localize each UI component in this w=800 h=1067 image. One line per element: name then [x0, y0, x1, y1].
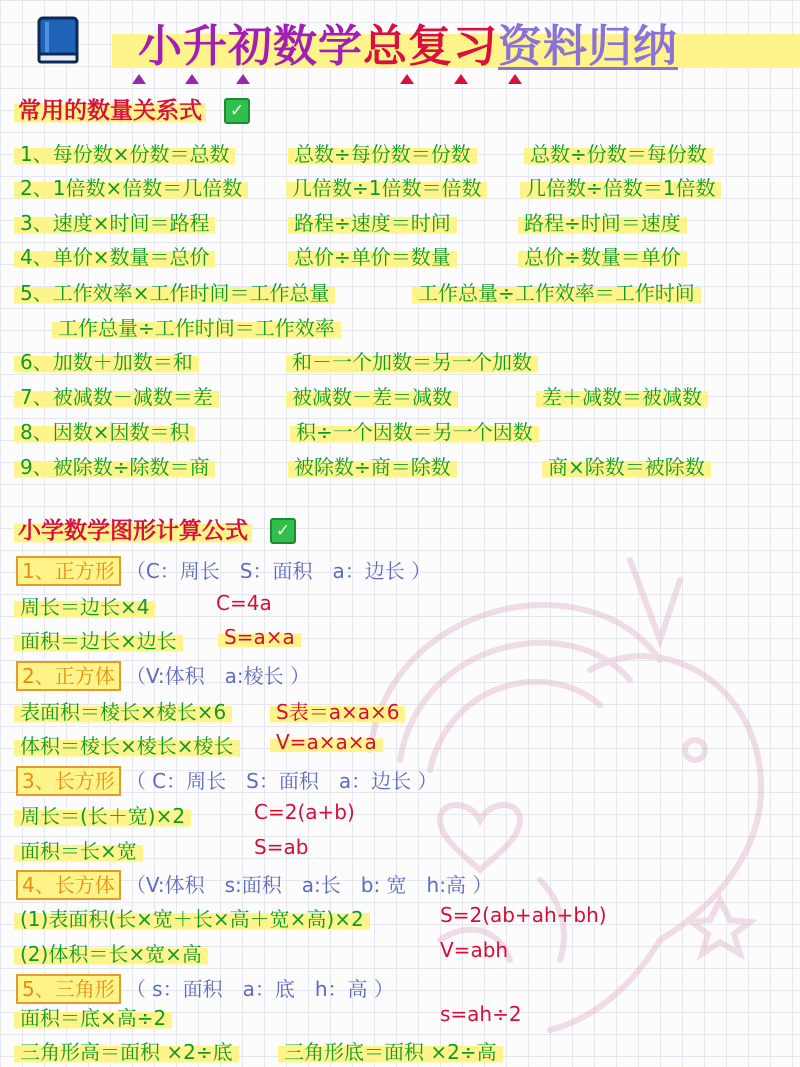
list-item: 7、被减数－减数＝差	[14, 381, 219, 410]
list-item: 积÷一个因数＝另一个因数	[290, 416, 539, 445]
header	[30, 8, 790, 78]
cube-header	[16, 660, 310, 691]
square-header	[16, 555, 431, 586]
list-item: 总价÷单价＝数量	[288, 241, 457, 270]
section-heading-relations	[14, 92, 250, 125]
book-icon	[36, 16, 80, 64]
list-item: 6、加数＋加数＝和	[14, 346, 199, 375]
formula-text: 体积＝棱长×棱长×棱长	[14, 730, 240, 759]
formula-symbolic: S表＝a×a×6	[270, 696, 405, 725]
formula-symbolic: S=ab	[254, 835, 309, 859]
rectangle-header	[16, 765, 437, 796]
list-item: 被减数－差＝减数	[286, 381, 458, 410]
list-item: 和－一个加数＝另一个加数	[286, 346, 538, 375]
shape-legend: （ s：面积 a：底 h：高 ）	[125, 977, 394, 1001]
formula-text: 周长＝(长＋宽)×2	[14, 800, 191, 829]
formula-symbolic: C=4a	[216, 591, 272, 615]
shape-label: 3、长方形	[16, 766, 121, 796]
formula-symbolic: S=2(ab+ah+bh)	[440, 903, 607, 927]
shape-label: 4、长方体	[16, 870, 121, 900]
shape-label: 2、正方体	[16, 661, 121, 691]
title-part-1: 小升初数学	[138, 21, 363, 72]
check-icon: ✓	[270, 518, 296, 544]
arrow-icon	[400, 74, 414, 84]
triangle-header	[16, 973, 394, 1004]
list-item: 商×除数＝被除数	[542, 451, 711, 480]
list-item: 9、被除数÷除数＝商	[14, 451, 215, 480]
cuboid-header	[16, 869, 492, 900]
list-item: 路程÷时间＝速度	[518, 207, 687, 236]
shape-label: 1、正方形	[16, 556, 121, 586]
shape-legend: （ C：周长 S：面积 a：边长 ）	[125, 769, 438, 793]
list-item: 3、速度×时间＝路程	[14, 207, 215, 236]
section-heading-text: 小学数学图形计算公式	[14, 512, 252, 545]
arrow-icon	[132, 74, 146, 84]
formula-text: 面积＝长×宽	[14, 835, 143, 864]
title-arrows	[30, 74, 790, 88]
list-item: 1、每份数×份数＝总数	[14, 138, 235, 167]
shape-label: 5、三角形	[16, 974, 121, 1004]
list-item: 几倍数÷倍数＝1倍数	[520, 172, 721, 201]
list-item: 总数÷份数＝每份数	[524, 138, 713, 167]
list-item: 8、因数×因数＝积	[14, 416, 195, 445]
list-item: 2、1倍数×倍数＝几倍数	[14, 172, 248, 201]
list-item: 工作总量÷工作时间＝工作效率	[52, 312, 341, 341]
formula-symbolic: C=2(a+b)	[254, 800, 355, 824]
formula-symbolic: S=a×a	[218, 625, 301, 649]
title-part-2: 总复习	[363, 21, 498, 72]
list-item: 路程÷速度＝时间	[288, 207, 457, 236]
formula-text: 三角形高＝面积 ×2÷底	[14, 1036, 239, 1065]
shape-legend: （C：周长 S：面积 a：边长 ）	[125, 559, 432, 583]
list-item: 工作总量÷工作效率＝工作时间	[412, 277, 701, 306]
list-item: 5、工作效率×工作时间＝工作总量	[14, 277, 335, 306]
list-item: 4、单价×数量＝总价	[14, 241, 215, 270]
formula-symbolic: s=ah÷2	[440, 1002, 522, 1026]
formula-text: 面积＝底×高÷2	[14, 1002, 172, 1031]
list-item: 总价÷数量＝单价	[518, 241, 687, 270]
list-item: 被除数÷商＝除数	[288, 451, 457, 480]
formula-symbolic: V=abh	[440, 938, 509, 962]
shape-legend: （V:体积 s:面积 a:长 b: 宽 h:高 ）	[125, 873, 493, 897]
check-icon: ✓	[224, 98, 250, 124]
page-title	[138, 10, 678, 74]
arrow-icon	[508, 74, 522, 84]
list-item: 几倍数÷1倍数＝倍数	[286, 172, 487, 201]
section-heading-formulas	[14, 512, 296, 545]
arrow-icon	[454, 74, 468, 84]
formula-text: 面积＝边长×边长	[14, 625, 183, 654]
title-part-3: 资料归纳	[498, 21, 678, 72]
arrow-icon	[236, 74, 250, 84]
formula-text: 周长＝边长×4	[14, 591, 155, 620]
formula-symbolic: V=a×a×a	[270, 730, 383, 754]
arrow-icon	[185, 74, 199, 84]
list-item: 总数÷每份数＝份数	[288, 138, 477, 167]
formula-text: (2)体积＝长×宽×高	[14, 938, 208, 967]
formula-text: (1)表面积(长×宽＋长×高＋宽×高)×2	[14, 903, 370, 932]
formula-text: 三角形底＝面积 ×2÷高	[278, 1036, 503, 1065]
shape-legend: （V:体积 a:棱长 ）	[125, 664, 310, 688]
list-item: 差＋减数＝被减数	[536, 381, 708, 410]
section-heading-text: 常用的数量关系式	[14, 92, 206, 125]
formula-text: 表面积＝棱长×棱长×6	[14, 696, 232, 725]
